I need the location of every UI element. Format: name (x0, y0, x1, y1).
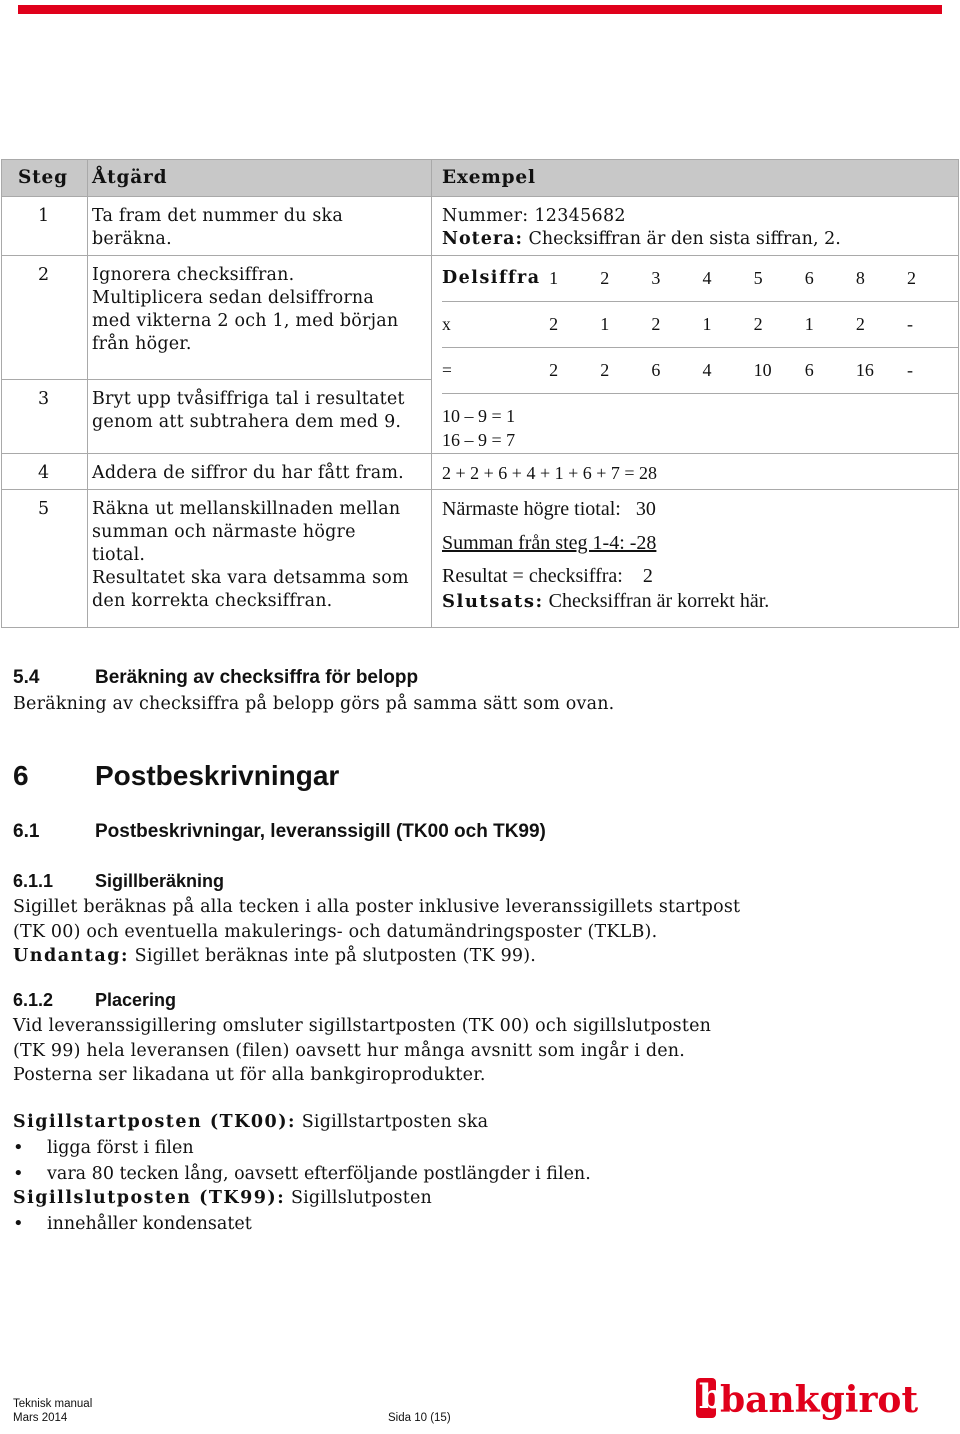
section-6-1-2-heading: 6.1.2 Placering (13, 990, 177, 1010)
step-action: Addera de siffror du har fått fram. (88, 454, 432, 490)
sigillslutposten-intro: Sigillslutposten (TK99): Sigillslutposten (13, 1188, 432, 1208)
list-item: • vara 80 tecken lång, oavsett efterföljande postlängder i filen. (13, 1161, 591, 1187)
subtraction-example: 10 – 9 = 1 16 – 9 = 7 (442, 406, 516, 450)
example-note: Notera: Checksiffran är den sista siffran, 2. (442, 229, 841, 249)
bullet-icon: • (13, 1163, 24, 1184)
section-6-1-heading: 6.1 Postbeskrivningar, leveranssigill (TK00 och TK99) (13, 821, 546, 842)
step-number: 1 (2, 197, 88, 256)
grid-row-results: = 2 2 6 4 10 6 16 - (442, 348, 958, 394)
step-example (432, 490, 959, 628)
section-6-heading: 6 Postbeskrivningar (13, 760, 340, 791)
nearest-ten: Närmaste högre tiotal: 30 (442, 498, 656, 520)
step-action: Räkna ut mellanskillnaden mellan summan och närmaste högre tiotal. Resultatet ska vara detsamma som den korrekta checksiffran. (88, 490, 432, 628)
table-header-row (2, 160, 959, 197)
sigillstartposten-intro: Sigillstartposten (TK00): Sigillstartposten ska (13, 1112, 489, 1132)
checksum-steps-table (1, 159, 959, 628)
step-action: Ignorera checksiffran. Multiplicera sedan delsiffrorna med vikterna 2 och 1, med början från höger. (88, 256, 432, 380)
result-check-digit: Resultat = checksiffra: 2 (442, 565, 653, 587)
step-number: 5 (2, 490, 88, 628)
step-example (432, 454, 959, 490)
calculation-grid (432, 256, 958, 394)
header-steg: Steg (2, 160, 88, 197)
step-example (432, 197, 959, 256)
step-number: 2 (2, 256, 88, 380)
svg-text:bankgirot: bankgirot (720, 1379, 919, 1421)
bullet-icon: • (13, 1213, 24, 1234)
header-atgard: Åtgärd (88, 160, 432, 197)
footer-manual: Teknisk manual (13, 1398, 93, 1410)
conclusion: Slutsats: Checksiffran är korrekt här. (442, 590, 770, 612)
section-5-4-heading: 5.4 Beräkning av checksiffra för belopp (13, 667, 419, 688)
footer-page: Sida 10 (15) (388, 1412, 451, 1424)
list-item: • ligga först i filen (13, 1135, 591, 1161)
section-6-1-1-text: Sigillet beräknas på alla tecken i alla poster inklusive leveranssigillets startpost (TK 00) och eventuella makulerings- och datumändringsposter (TKLB). Undantag: Sigillet beräknas inte på slutposten (TK 99). (13, 897, 741, 966)
top-accent-bar (18, 5, 942, 14)
bankgirot-logo (694, 1374, 944, 1424)
step-example-grid (432, 256, 959, 454)
table-row (2, 490, 959, 628)
sum-steps: Summan från steg 1-4: -28 (442, 532, 657, 554)
example-number: Nummer: 12345682 (442, 206, 626, 226)
section-5-4-text: Beräkning av checksiffra på belopp görs på samma sätt som ovan. (13, 694, 615, 714)
grid-row-delsiffra: Delsiffra 1 2 3 4 5 6 8 2 (442, 256, 958, 302)
sum-example: 2 + 2 + 6 + 4 + 1 + 6 + 7 = 28 (442, 463, 658, 483)
bullet-icon: • (13, 1137, 24, 1158)
step-action: Bryt upp tvåsiffriga tal i resultatet genom att subtrahera dem med 9. (88, 380, 432, 454)
footer-date: Mars 2014 (13, 1412, 68, 1424)
grid-row-weights: x 2 1 2 1 2 1 2 - (442, 302, 958, 348)
slut-bullet-list (13, 1211, 252, 1237)
section-6-1-2-text: Vid leveranssigillering omsluter sigillstartposten (TK 00) och sigillslutposten (TK 99) hela leveransen (filen) oavsett hur många avsnitt som ingår i den. Posterna ser likadana ut för alla bankgiroprodukter. (13, 1016, 712, 1085)
list-item: • innehåller kondensatet (13, 1211, 252, 1237)
step-action: Ta fram det nummer du ska beräkna. (88, 197, 432, 256)
svg-text:b: b (699, 1377, 723, 1417)
table-row (2, 197, 959, 256)
section-6-1-1-heading: 6.1.1 Sigillberäkning (13, 871, 225, 891)
table-row (2, 454, 959, 490)
start-bullet-list (13, 1135, 591, 1187)
table-row (2, 256, 959, 380)
header-exempel: Exempel (432, 160, 959, 197)
step-number: 3 (2, 380, 88, 454)
step-number: 4 (2, 454, 88, 490)
